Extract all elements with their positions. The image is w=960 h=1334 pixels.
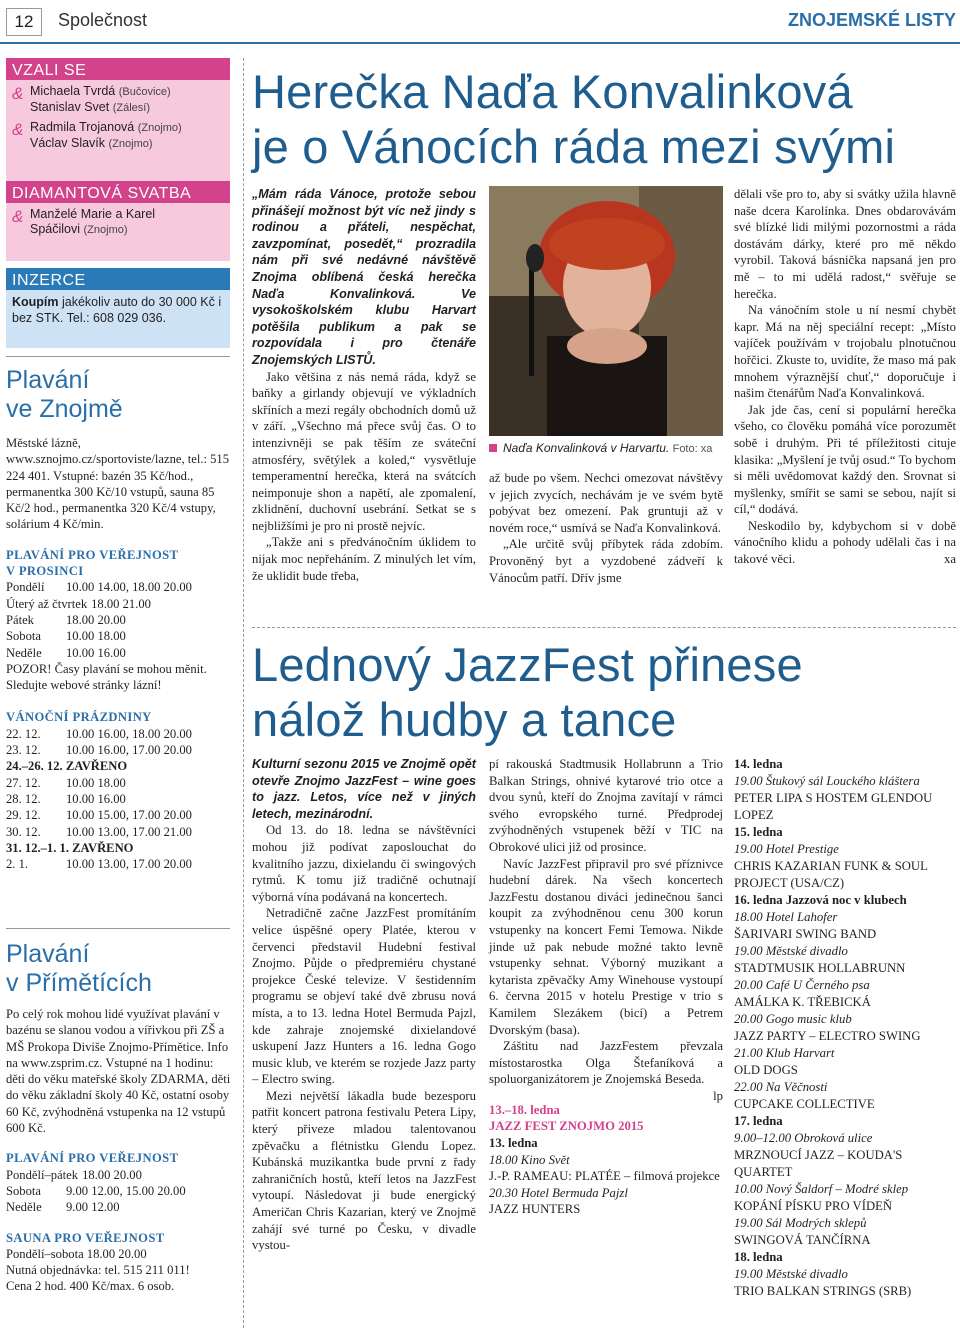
schedule-time: 10.00 13.00, 17.00 20.00 (66, 857, 192, 872)
programme-time: 18.00 Hotel Lahofer (734, 910, 838, 924)
programme-act: ŠARIVARI SWING BAND (734, 927, 877, 941)
programme-list-2 (734, 756, 956, 1300)
programme-act: CHRIS KAZARIAN FUNK & SOUL PROJECT (USA/CZ) (734, 859, 928, 890)
schedule-time: 10.00 16.00, 17.00 20.00 (66, 743, 192, 758)
schedule-day: Úterý až čtvrtek (6, 596, 88, 611)
sauna-line-3: Cena 2 hod. 400 Kč/max. 6 osob. (6, 1279, 175, 1294)
page-number: 12 (6, 8, 42, 36)
article2-p2: Netradičně začne JazzFest promítáním velice úspěšné opery Platée, kterou v červenci představil Hudební festival Znojmo. Půjde o předpremiéru chystané projekce České televize. V šestidenním programu se objeví také dvě zbrusu nová místa, a to 13. ledna Hotel Bermuda Pajzl, kde zahraje znojemské dixielandové uskupení Jazz Hunters a 16. ledna Gogo music klub, ve kterém se rozjede Jazz party – Electro swing. (252, 906, 476, 1087)
schedule-row (6, 612, 232, 628)
programme-act: JAZZ HUNTERS (489, 1202, 581, 1217)
schedule-day: 22. 12. (6, 726, 41, 741)
article1-headline-2: je o Vánocích ráda mezi svými (252, 120, 896, 173)
schedule-time: 10.00 18.00 (66, 775, 126, 790)
article1-col1 (252, 186, 476, 584)
schedule-day: 23. 12. (6, 743, 41, 758)
diamond-couple-place: (Znojmo) (83, 224, 128, 236)
programme-column (734, 756, 956, 1300)
znojmo-pool-title-1: Plavání (6, 366, 90, 394)
schedule-day: Neděle (6, 645, 42, 660)
programme-time: 10.00 Nový Šaldorf – Modré sklep (734, 1182, 909, 1196)
caption-bullet-icon (489, 444, 497, 452)
article1-headline-1: Herečka Naďa Konvalinková (252, 65, 853, 118)
znojmo-pool-info-text: Městské lázně, www.sznojmo.cz/sportoviste/lazne, tel.: 515 224 401. Vstupné: bazén 35 Kč/hod., permanentka 300 Kč/10 vstupů, sauna 85 Kč/2 hod., permanentka 320 Kč/4 vstupy, solárium 4 Kč/min. (6, 436, 230, 532)
diamond-couple (6, 207, 230, 238)
schedule-time: 18.00 21.00 (91, 596, 151, 611)
article2-col2 (489, 756, 723, 1218)
schedule-row (6, 856, 232, 872)
article1-c4-p4-text: Neskodilo by, kdybychom si v době vánočního klidu a pohody udělali čas i na takové věci. (734, 518, 956, 567)
article2-headline-2: nálož hudby a tance (252, 693, 677, 746)
schedule-time: 9.00 12.00 (66, 1200, 120, 1215)
article1-lead: „Mám ráda Vánoce, protože sebou přinášejí možnost být víc než jindy s rodinou a přáteli, nespěchat, zavzpomínat, posedět,“ prozradila nám při své nedávné návštěvě Znojma oblíbená česká herečka Naďa Konvalinková. Ve vysokoškolském klubu Harvart potěšila publikum a pak se rozpovídala i pro čtenáře Znojemských LISTŮ. (252, 187, 476, 367)
primetice-public-list (6, 1167, 232, 1216)
inzerce-text (6, 290, 230, 330)
schedule-day: Sobota (6, 1183, 41, 1198)
programme-time: 9.00–12.00 Obroková ulice (734, 1131, 873, 1145)
schedule-day: Neděle (6, 1200, 42, 1215)
article2-c2-p1: pí rakouská Stadtmusik Hollabrunn a Trio Balkan Strings, ohnivé kytarové trio otce a dvou synů, kteří do Znojma zavítají v rámci svého evropského turné. Předprodej zvýhodněných vstupenek běží v TIC na Obrokové ulici již od prosince. (489, 757, 723, 854)
caption-text: Naďa Konvalinková v Harvartu. (503, 441, 670, 455)
programme-date: 18. ledna (734, 1250, 783, 1264)
holiday-schedule-list (6, 726, 232, 873)
schedule-day: 24.–26. 12. ZAVŘENO (6, 759, 128, 774)
article1-c4-p2: Na vánočním stole u ní nesmí chybět kapr. Má na něj speciální recept: „Místo vajíček používám v trojobalu plnotučnou hořčici. Zkuste to, uvidíte, že maso má pak mnohem výraznější chuť,“ doporučuje i našim čtenářům Naďa Konvalinková. (734, 303, 956, 401)
header-rule (0, 42, 960, 44)
schedule-time: 10.00 16.00, 18.00 20.00 (66, 726, 192, 741)
programme-act: TRIO BALKAN STRINGS (SRB) (734, 1284, 912, 1298)
programme-time: 22.00 Na Věčnosti (734, 1080, 828, 1094)
programme-act: SWINGOVÁ TANČÍRNA (734, 1233, 871, 1247)
couple-1-bride: Michaela Tvrdá (30, 84, 116, 98)
schedule-day: 31. 12.–1. 1. ZAVŘENO (6, 840, 134, 855)
schedule-day: 28. 12. (6, 791, 41, 806)
inzerce-body: jakékoliv auto do 30 000 Kč i bez STK. Tel.: 608 029 036. (12, 295, 222, 325)
programme-act: OLD DOGS (734, 1063, 798, 1077)
public-schedule-title: PLAVÁNÍ PRO VEŘEJNOST (6, 547, 179, 562)
article1-c4-p3: Jak jde čas, cení si populární herečka všeho, co člověku pomáhá více porozumět sobě i druhým. Při té příležitosti cituje klasika: „Myšlení je tvůj osud.“ To bychom si měli uvědomovat každý den. Srovnat si myšlenky, smířit se sami se sebou, najít si cíl,“ dodává. (734, 402, 956, 517)
article1-c3-p2: „Ale určitě svůj příbytek ráda zdobím. Provoněný byt a vyzdobené zádveří k Vánocům patří. Dřív jsme (489, 537, 723, 585)
programme-date: 13. ledna (489, 1136, 538, 1151)
programme-time: 19.00 Městské divadlo (734, 1267, 848, 1281)
primetice-pool-title-2: v Přímětících (6, 969, 152, 997)
diamond-wedding-box (6, 181, 230, 261)
schedule-day: Sobota (6, 629, 41, 644)
programme-date: 17. ledna (734, 1114, 783, 1128)
programme-time: 19.00 Sál Modrých sklepů (734, 1216, 867, 1230)
schedule-day: 2. 1. (6, 857, 29, 872)
programme-date: 16. ledna Jazzová noc v klubech (734, 893, 907, 907)
article2-col1 (252, 756, 476, 1254)
portrait-photo (489, 186, 723, 436)
couple-1-groom: Stanislav Svet (30, 100, 110, 114)
article1-p1: Jako většina z nás nemá ráda, když se baňky a girlandy objevují ve výkladních skříních a mezi regály obchodních domů už v září. „Všechno má přece svůj čas. O to intenzivněji se pak těším ze sváteční atmosféry, světýlek a koled,“ vysvětluje temperamentní herečka, která na svátcích neimponuje shon a napětí, ale zpomalení, zklidnění, duchovní usebrání. Setkat se s nejbližšími je pro ni prostě nejvíc. (252, 369, 476, 533)
article2-c2-p3 (489, 1038, 723, 1103)
fest-name: JAZZ FEST ZNOJMO 2015 (489, 1119, 644, 1134)
programme-act: AMÁLKA K. TŘEBICKÁ (734, 995, 871, 1009)
article1-c3-p1: až bude po všem. Nechci omezovat návštěvy v jejich zvycích, nechávám je ve svém bytě pobývat bez omezení. Pak gruntuji až v novém roce,“ usmívá se Naďa Konvalinková. (489, 471, 723, 535)
schedule-row (6, 758, 232, 774)
photo-caption (489, 441, 723, 455)
schedule-day: 29. 12. (6, 808, 41, 823)
programme-list-1 (489, 1135, 723, 1218)
couple-2 (6, 120, 230, 152)
schedule-row (6, 824, 232, 840)
programme-act: STADTMUSIK HOLLABRUNN (734, 961, 906, 975)
couple-1-groom-place: (Zálesí) (112, 102, 150, 114)
schedule-time: 10.00 13.00, 17.00 21.00 (66, 824, 192, 839)
schedule-time: 9.00 12.00, 15.00 20.00 (66, 1183, 186, 1198)
programme-time: 20.30 Hotel Bermuda Pajzl (489, 1185, 628, 1200)
schedule-row (6, 742, 232, 758)
schedule-row (6, 726, 232, 742)
schedule-row (6, 1183, 232, 1199)
publication-title: ZNOJEMSKÉ LISTY (787, 10, 956, 30)
diamond-couple-line2: Spáčilovi (30, 222, 81, 236)
programme-date: 14. ledna (734, 757, 783, 771)
caption-credit: Foto: xa (672, 443, 713, 455)
article2-headline (252, 637, 803, 747)
couple-2-groom-place: (Znojmo) (108, 138, 153, 150)
article1-lead-text: Mám ráda Vánoce, protože sebou přinášejí možnost být víc než jindy s rodinou a přáteli, nespěchat, zavzpomínat, posedět,“ prozradila nám při své nedávné návštěvě Znojma oblíbená česká herečka Naďa Konvalinková. Ve vysokoškolském klubu Harvart potěšila publikum a pak se rozpovídala i pro čtenáře Znojemských LISTŮ. (252, 187, 476, 367)
fest-dates: 13.–18. ledna (489, 1102, 560, 1117)
programme-act: PETER LIPA S HOSTEM GLENDOU LOPEZ (734, 791, 933, 822)
schedule-row (6, 579, 232, 595)
article1-p2: „Takže ani s předvánočním úklidem to nijak moc nepřeháním. Z minulých let vím, že uklidit bude třeba, (252, 535, 476, 583)
sidebar-divider (6, 928, 230, 929)
programme-time: 18.00 Kino Svět (489, 1152, 570, 1167)
portrait-illustration (489, 186, 723, 436)
article2-signature: lp (713, 1088, 723, 1103)
ampersand-icon: & (12, 120, 24, 139)
sauna-title: SAUNA PRO VEŘEJNOST (6, 1230, 165, 1245)
programme-time: 21.00 Klub Harvart (734, 1046, 835, 1060)
inzerce-bold: Koupím (12, 295, 59, 309)
schedule-time: 10.00 16.00 (66, 645, 126, 660)
schedule-time (127, 758, 232, 774)
sidebar-divider (6, 356, 230, 357)
sauna-line-1: Pondělí–sobota 18.00 20.00 (6, 1246, 147, 1261)
couple-1-bride-place: (Bučovice) (118, 86, 171, 98)
schedule-time: 10.00 16.00 (66, 791, 126, 806)
couple-2-bride-place: (Znojmo) (137, 122, 182, 134)
schedule-time (133, 840, 232, 856)
article1-headline (252, 64, 895, 174)
znojmo-pool-title (6, 366, 123, 424)
article2-headline-1: Lednový JazzFest přinese (252, 638, 803, 691)
ampersand-icon: & (12, 207, 24, 226)
couple-1 (6, 84, 230, 116)
programme-act: CUPCAKE COLLECTIVE (734, 1097, 875, 1111)
primetice-pool-info-text: Po celý rok mohou lidé využívat plavání v bazénu se slanou vodou a vířivkou při ZŠ a MŠ Prokopa Diviše Znojmo-Přímětice. Info na www.zsprim.cz. Vstupné na 1 hodinu: děti do věku mateřské školy ZDARMA, děti do věku základní školy 40 Kč, ostatní osoby 60 Kč, zvýhodněná vstupenka na 12 vstupů 600 Kč. (6, 1007, 231, 1136)
programme-act: J.-P. RAMEAU: PLATÉE – filmová projekce (489, 1169, 720, 1184)
schedule-day: Pondělí–pátek (6, 1167, 79, 1182)
schedule-day: Pátek (6, 612, 34, 627)
primetice-pool-title (6, 940, 152, 998)
primetice-pool-title-1: Plavání (6, 940, 90, 968)
schedule-row (6, 645, 232, 661)
article-divider (252, 627, 956, 628)
holiday-schedule-title: VÁNOČNÍ PRÁZDNINY (6, 710, 152, 725)
schedule-row (6, 628, 232, 644)
public-schedule-list (6, 579, 232, 660)
schedule-day: 30. 12. (6, 824, 41, 839)
article2-lead: Kulturní sezonu 2015 ve Znojmě opět otevře Znojmo JazzFest – wine goes to jazz. Letos, více než v jiných letech, mezinárodní. (252, 757, 476, 821)
article2-c2-p2: Navíc JazzFest připravil pro své příznivce hudební dárek. Na všech koncertech JazzFestu dostanou diváci jedinečnou šanci koupit za zvýhodněnou cenu 300 korun vstupenky na koncert Femi Temowa. Nikde jinde už pak nebude možné takto levně vstupenky sehnat. Výborný muzikant a kytarista zpěvačky Amy Winehouse vystoupí 6. června 2015 v hotelu Prestige v trio s Kamilem Slezákem (bicí) a Petrem Dvorským (basa). (489, 856, 723, 1037)
diamond-couple-line1: Manželé Marie a Karel (30, 207, 156, 221)
programme-act: JAZZ PARTY – ELECTRO SWING (734, 1029, 921, 1043)
article1-c4-p1: dělali vše pro to, aby si svátky užila hlavně naše dcera Karolínka. Dnes obdarovávám své blízké lidi milými pozornostmi a ráda dostávám dárky, které pro mě někdo vyrobil. Taková básnička napsaná jen pro mě – to mi udělá radost,“ svěřuje se herečka. (734, 187, 956, 301)
programme-act: MRZNOUCÍ JAZZ – KOUDA'S QUARTET (734, 1148, 903, 1179)
programme-time: 19.00 Městské divadlo (734, 944, 848, 958)
programme-time: 19.00 Štukový sál Louckého kláštera (734, 774, 920, 788)
article1-col4 (734, 186, 956, 568)
column-divider (243, 58, 244, 1328)
schedule-row (6, 840, 232, 856)
programme-time: 20.00 Café U Černého psa (734, 978, 870, 992)
couple-2-groom: Václav Slavík (30, 136, 106, 150)
programme-time: 19.00 Hotel Prestige (734, 842, 839, 856)
public-schedule-subtitle: V PROSINCI (6, 564, 84, 579)
article1-col3 (489, 470, 723, 586)
schedule-time: 10.00 14.00, 18.00 20.00 (66, 580, 192, 595)
sauna-line-2: Nutná objednávka: tel. 515 211 011! (6, 1263, 190, 1278)
schedule-day: Pondělí (6, 580, 45, 595)
vzali-se-box (6, 58, 230, 181)
schedule-row (6, 791, 232, 807)
schedule-row (6, 596, 232, 612)
schedule-row (6, 1167, 232, 1183)
article2-p3: Mezi největší lákadla bude bezesporu patřit koncert patrona festivalu Petera Lipy, který přiveze mladou talentovanou zpěvačku a flétnistku Glendu Lopez. Kubánská muzikantka bude první z řady zahraničních hostů, kteří letos na JazzFest vytoupí. Následovat ji bude energický Američan Chris Kazarian, který ve Znojmě zahájí své turné po Česku, v divadle vystou- (252, 1088, 476, 1253)
pool-note: POZOR! Časy plavání se mohou měnit. Sledujte webové stránky lázní! (6, 661, 207, 693)
programme-time: 20.00 Gogo music klub (734, 1012, 852, 1026)
article1-signature: xa (944, 552, 956, 567)
primetice-pool-info (6, 1006, 232, 1295)
schedule-row (6, 775, 232, 791)
primetice-public-title: PLAVÁNÍ PRO VEŘEJNOST (6, 1151, 179, 1166)
inzerce-box (6, 268, 230, 348)
schedule-time: 18.00 20.00 (66, 612, 126, 627)
inzerce-title: INZERCE (6, 268, 230, 290)
schedule-time: 10.00 18.00 (66, 629, 126, 644)
page-header (0, 0, 960, 48)
schedule-time: 10.00 15.00, 17.00 20.00 (66, 808, 192, 823)
schedule-row (6, 1199, 232, 1215)
schedule-time: 18.00 20.00 (82, 1167, 142, 1182)
znojmo-pool-info (6, 435, 232, 872)
article1-c4-p4 (734, 518, 956, 568)
programme-act: KOPÁNÍ PÍSKU PRO VÍDEŇ (734, 1199, 893, 1213)
couple-2-bride: Radmila Trojanová (30, 120, 135, 134)
article2-c2-p3-text: Záštitu nad JazzFestem převzala místostarostka Olga Štefaníková a spoluorganizátorem je Znojemská Beseda. (489, 1039, 723, 1087)
diamond-wedding-title: DIAMANTOVÁ SVATBA (6, 181, 230, 203)
znojmo-pool-title-2: ve Znojmě (6, 395, 123, 423)
programme-date: 15. ledna (734, 825, 783, 839)
article2-p1: Od 13. do 18. ledna se návštěvníci mohou již podívat zaposlouchat do kvalitního jazzu, dixielandu či swingových rytmů. K tomu již tradičně ochutnají výborná vína podávaná na koncertech. (252, 823, 476, 904)
section-title: Společnost (58, 10, 148, 30)
schedule-day: 27. 12. (6, 775, 41, 790)
vzali-se-title: VZALI SE (6, 58, 230, 80)
ampersand-icon: & (12, 84, 24, 103)
schedule-row (6, 807, 232, 823)
